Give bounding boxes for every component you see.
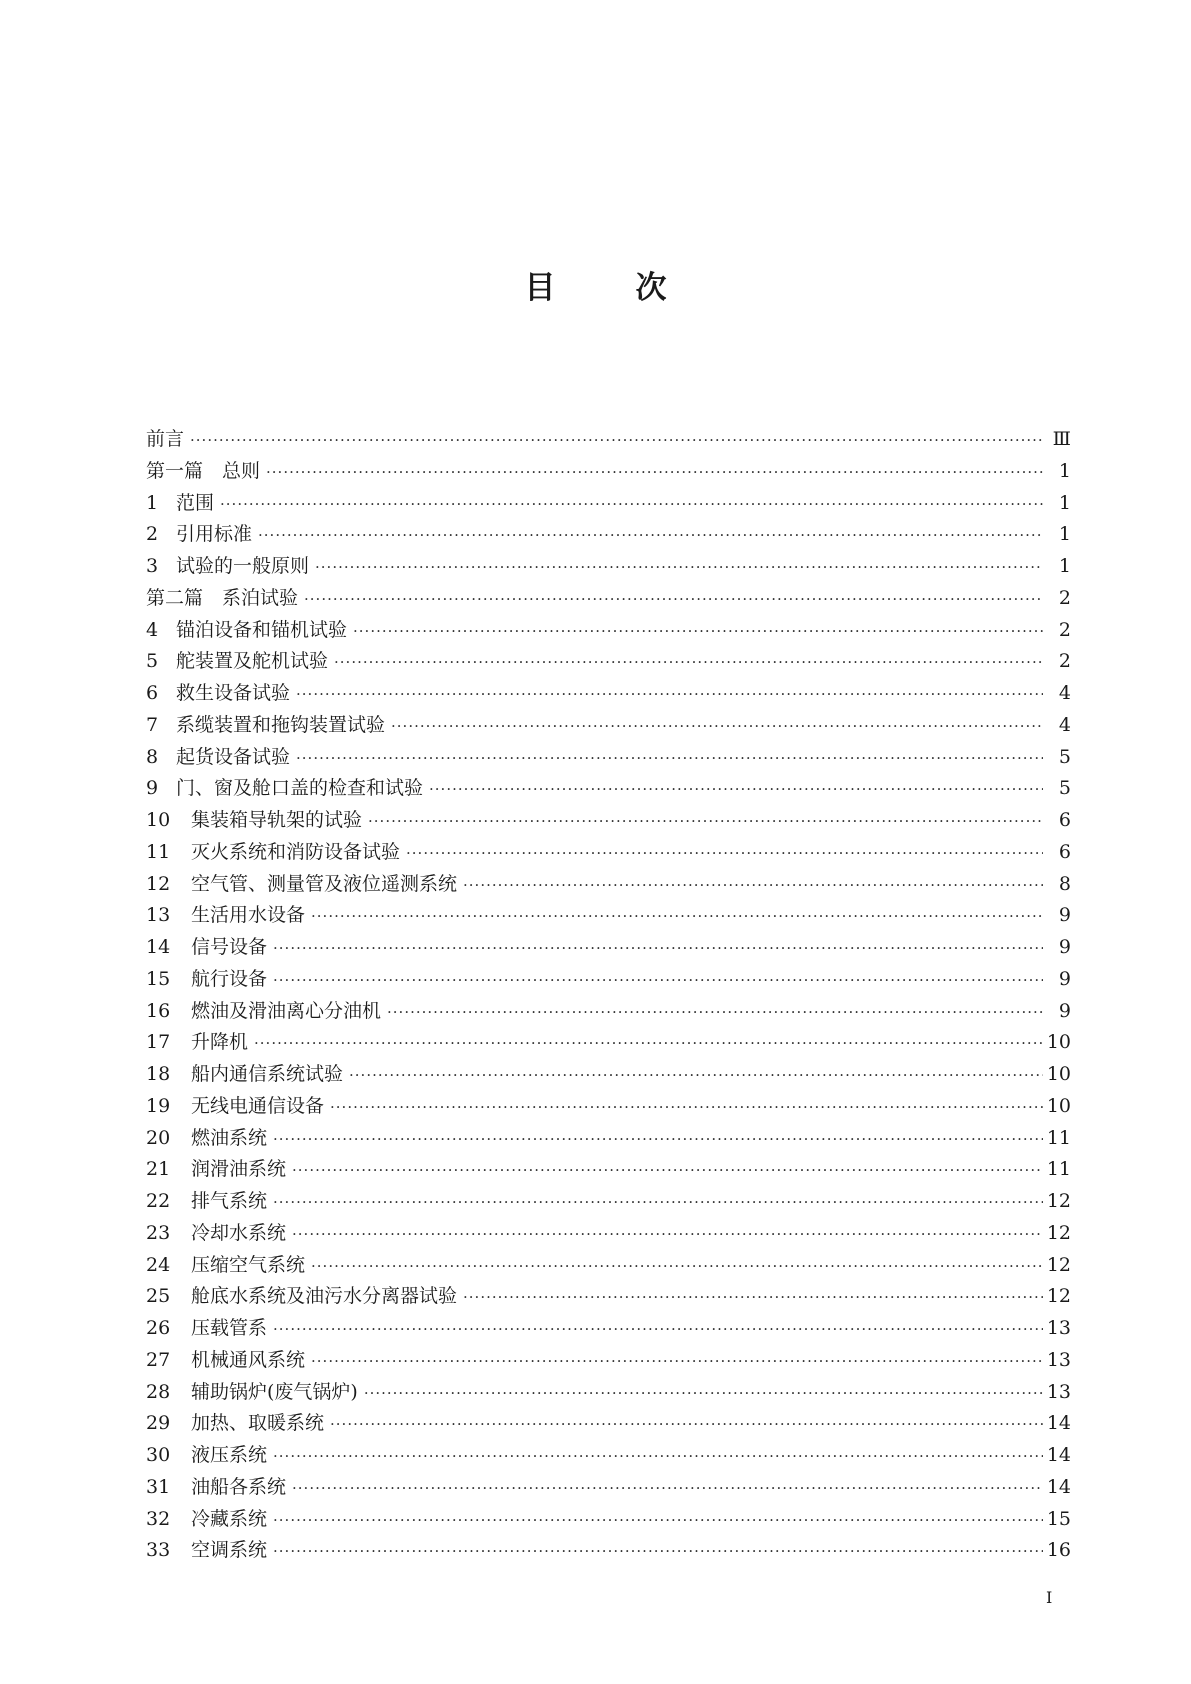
- toc-leader-dots: [273, 1511, 1043, 1529]
- toc-entry-page: 11: [1046, 1158, 1071, 1181]
- toc-entry-number: 8: [146, 745, 159, 768]
- toc-entry-number: 17: [146, 1031, 171, 1054]
- toc-entry-number: 26: [146, 1317, 171, 1339]
- toc-entry-number: 25: [146, 1285, 171, 1308]
- toc-entry-number: 7: [146, 713, 159, 736]
- toc-leader-dots: [273, 939, 1043, 957]
- toc-entry-number: 23: [146, 1221, 171, 1244]
- toc-leader-dots: [391, 717, 1043, 735]
- toc-entry-page: 12: [1046, 1285, 1071, 1308]
- toc-entry[interactable]: [146, 1472, 1071, 1504]
- toc-entry-label: 排气系统: [191, 1190, 268, 1212]
- toc-entry-number: 14: [146, 936, 171, 958]
- toc-entry-page: 4: [1058, 682, 1071, 704]
- toc-entry[interactable]: [146, 1123, 1071, 1155]
- toc-entry-number: 27: [146, 1348, 171, 1371]
- toc-entry[interactable]: [146, 678, 1071, 710]
- toc-leader-dots: [311, 1257, 1043, 1275]
- toc-entry[interactable]: [146, 710, 1071, 742]
- toc-entry[interactable]: [146, 1440, 1071, 1472]
- toc-entry[interactable]: [146, 869, 1071, 901]
- toc-entry[interactable]: [146, 932, 1071, 964]
- toc-entry[interactable]: [146, 1313, 1071, 1345]
- toc-leader-dots: [273, 1542, 1043, 1560]
- toc-entry[interactable]: [146, 646, 1071, 678]
- toc-leader-dots: [190, 431, 1043, 449]
- toc-entry-page: 12: [1046, 1221, 1071, 1244]
- toc-entry-label: 燃油及滑油离心分油机: [191, 999, 382, 1022]
- toc-entry[interactable]: [146, 1408, 1071, 1440]
- toc-entry-number: 4: [146, 618, 159, 641]
- toc-title-char-2: 次: [635, 270, 667, 306]
- toc-entry-label: 润滑油系统: [191, 1158, 287, 1181]
- toc-entry-label: 范围: [176, 491, 215, 514]
- toc-leader-dots: [349, 1066, 1043, 1084]
- toc-entry-label: 起货设备试验: [176, 745, 291, 768]
- toc-entry-label: 试验的一般原则: [176, 555, 310, 577]
- toc-entry-label: 冷藏系统: [191, 1507, 268, 1530]
- toc-entry-label: 前言: [146, 428, 185, 450]
- toc-entry-label: 引用标准: [176, 523, 253, 546]
- toc-entry-page: 2: [1058, 650, 1071, 673]
- toc-entry-number: 3: [146, 555, 159, 577]
- toc-entry[interactable]: [146, 488, 1071, 520]
- toc-entry-page: 2: [1058, 618, 1071, 641]
- toc-leader-dots: [292, 1225, 1043, 1243]
- toc-entry-number: 9: [146, 777, 159, 800]
- toc-entry-label: 空调系统: [191, 1539, 268, 1562]
- toc-leader-dots: [254, 1034, 1043, 1052]
- toc-entry[interactable]: [146, 1535, 1071, 1567]
- toc-entry-label: 机械通风系统: [191, 1348, 306, 1371]
- toc-entry[interactable]: [146, 1377, 1071, 1409]
- toc-entry[interactable]: [146, 615, 1071, 647]
- toc-entry[interactable]: [146, 996, 1071, 1028]
- toc-leader-dots: [311, 1352, 1043, 1370]
- toc-entry-number: 33: [146, 1539, 171, 1562]
- toc-entry-page: 5: [1058, 777, 1071, 800]
- toc-entry-page: 14: [1046, 1412, 1071, 1435]
- toc-entry-page: 1: [1058, 555, 1071, 577]
- toc-leader-dots: [315, 558, 1043, 576]
- toc-entry-label: 航行设备: [191, 967, 268, 990]
- toc-entry-label: 舱底水系统及油污水分离器试验: [191, 1285, 458, 1308]
- toc-entry-page: 1: [1058, 523, 1071, 546]
- toc-entry-number: 22: [146, 1190, 171, 1212]
- toc-leader-dots: [296, 749, 1043, 767]
- toc-entry[interactable]: [146, 1250, 1071, 1282]
- toc-entry-page: 2: [1058, 586, 1071, 609]
- toc-entry[interactable]: [146, 1504, 1071, 1536]
- toc-entry-page: 8: [1058, 872, 1071, 895]
- toc-entry[interactable]: [146, 1154, 1071, 1186]
- toc-leader-dots: [463, 876, 1043, 894]
- toc-entry[interactable]: [146, 1091, 1071, 1123]
- toc-entry-page: 6: [1058, 809, 1071, 831]
- toc-entry-page: 11: [1046, 1126, 1071, 1149]
- toc-leader-dots: [273, 1193, 1043, 1211]
- toc-entry-number: 32: [146, 1507, 171, 1530]
- toc-entry[interactable]: [146, 964, 1071, 996]
- toc-entry-page: 10: [1046, 1063, 1071, 1085]
- toc-entry-label: 救生设备试验: [176, 682, 291, 704]
- toc-leader-dots: [429, 780, 1043, 798]
- toc-entry-page: 16: [1046, 1539, 1071, 1562]
- toc-leader-dots: [406, 844, 1043, 862]
- toc-entry[interactable]: [146, 1027, 1071, 1059]
- toc-entry-label: 灭火系统和消防设备试验: [191, 840, 401, 863]
- toc-entry-number: 30: [146, 1444, 171, 1466]
- toc-entry-number: 12: [146, 872, 171, 895]
- toc-entry-page: 4: [1058, 713, 1071, 736]
- toc-entry-label: 船内通信系统试验: [191, 1063, 344, 1085]
- toc-entry-page: 10: [1046, 1094, 1071, 1117]
- toc-leader-dots: [273, 1130, 1043, 1148]
- toc-entry-label: 门、窗及舱口盖的检查和试验: [176, 777, 424, 800]
- toc-entry-label: 第一篇 总则: [146, 459, 261, 482]
- toc-entry-page: 15: [1046, 1507, 1071, 1530]
- toc-entry[interactable]: [146, 805, 1071, 837]
- toc-entry-number: 13: [146, 904, 171, 927]
- toc-entry-number: 10: [146, 809, 171, 831]
- toc-entry-page: Ⅲ: [1052, 428, 1071, 450]
- toc-entry-page: 14: [1046, 1475, 1071, 1498]
- toc-entry-number: 24: [146, 1253, 171, 1276]
- toc-entry-page: 14: [1046, 1444, 1071, 1466]
- toc-entry-label: 冷却水系统: [191, 1221, 287, 1244]
- toc-leader-dots: [387, 1003, 1043, 1021]
- toc-entry[interactable]: [146, 742, 1071, 774]
- toc-entry-label: 集装箱导轨架的试验: [191, 809, 363, 831]
- toc-entry-number: 19: [146, 1094, 171, 1117]
- toc-entry-page: 12: [1046, 1190, 1071, 1212]
- toc-entry[interactable]: [146, 1059, 1071, 1091]
- toc-entry-number: 18: [146, 1063, 171, 1085]
- toc-leader-dots: [304, 590, 1043, 608]
- toc-entry-page: 13: [1046, 1317, 1071, 1339]
- toc-entry-number: 15: [146, 967, 171, 990]
- toc-entry-number: 21: [146, 1158, 171, 1181]
- toc-leader-dots: [353, 622, 1043, 640]
- toc-leader-dots: [463, 1288, 1043, 1306]
- toc-entry-page: 13: [1046, 1348, 1071, 1371]
- toc-entry[interactable]: [146, 551, 1071, 583]
- toc-entry-page: 1: [1058, 491, 1071, 514]
- toc-entry-page: 9: [1058, 999, 1071, 1022]
- toc-entry-page: 10: [1046, 1031, 1071, 1054]
- toc-entry-number: 28: [146, 1380, 171, 1403]
- toc-leader-dots: [273, 971, 1043, 989]
- toc-leader-dots: [364, 1384, 1043, 1402]
- toc-entry-label: 压载管系: [191, 1317, 268, 1339]
- toc-leader-dots: [266, 463, 1043, 481]
- toc-entry[interactable]: [146, 1218, 1071, 1250]
- toc-entry[interactable]: [146, 424, 1071, 456]
- toc-entry-label: 油船各系统: [191, 1475, 287, 1498]
- toc-entry[interactable]: [146, 900, 1071, 932]
- toc-entry-page: 9: [1058, 904, 1071, 927]
- toc-entry-label: 压缩空气系统: [191, 1253, 306, 1276]
- toc-entry-number: 11: [146, 840, 171, 863]
- toc-title: [0, 262, 1191, 307]
- table-of-contents: [146, 424, 1071, 1567]
- toc-entry-page: 5: [1058, 745, 1071, 768]
- toc-leader-dots: [330, 1415, 1043, 1433]
- toc-entry-label: 无线电通信设备: [191, 1094, 325, 1117]
- toc-leader-dots: [368, 812, 1043, 830]
- toc-leader-dots: [273, 1320, 1043, 1338]
- toc-leader-dots: [273, 1447, 1043, 1465]
- toc-entry[interactable]: [146, 773, 1071, 805]
- toc-entry-number: 16: [146, 999, 171, 1022]
- toc-entry-page: 12: [1046, 1253, 1071, 1276]
- toc-entry-label: 信号设备: [191, 936, 268, 958]
- toc-leader-dots: [334, 653, 1043, 671]
- toc-entry[interactable]: [146, 837, 1071, 869]
- toc-entry-number: 1: [146, 491, 159, 514]
- toc-entry[interactable]: [146, 519, 1071, 551]
- toc-entry[interactable]: [146, 1281, 1071, 1313]
- toc-entry-label: 液压系统: [191, 1444, 268, 1466]
- toc-entry[interactable]: [146, 583, 1071, 615]
- toc-leader-dots: [220, 495, 1043, 513]
- toc-entry-label: 锚泊设备和锚机试验: [176, 618, 348, 641]
- toc-entry-number: 6: [146, 682, 159, 704]
- toc-entry-label: 加热、取暖系统: [191, 1412, 325, 1435]
- toc-entry-label: 舵装置及舵机试验: [176, 650, 329, 673]
- toc-entry-label: 升降机: [191, 1031, 249, 1054]
- toc-leader-dots: [330, 1098, 1043, 1116]
- toc-entry-number: 31: [146, 1475, 171, 1498]
- toc-entry-page: 1: [1058, 459, 1071, 482]
- page-number: I: [1046, 1588, 1053, 1607]
- toc-leader-dots: [296, 685, 1043, 703]
- toc-entry-number: 29: [146, 1412, 171, 1435]
- toc-entry[interactable]: [146, 456, 1071, 488]
- toc-entry[interactable]: [146, 1186, 1071, 1218]
- toc-entry-label: 生活用水设备: [191, 904, 306, 927]
- toc-leader-dots: [292, 1161, 1043, 1179]
- toc-entry-page: 9: [1058, 936, 1071, 958]
- toc-entry-label: 辅助锅炉(废气锅炉): [191, 1380, 358, 1403]
- toc-entry-number: 20: [146, 1126, 171, 1149]
- toc-entry[interactable]: [146, 1345, 1071, 1377]
- toc-entry-page: 6: [1058, 840, 1071, 863]
- toc-title-char-1: 目: [524, 270, 556, 306]
- toc-leader-dots: [292, 1479, 1043, 1497]
- toc-entry-number: 5: [146, 650, 159, 673]
- toc-entry-label: 燃油系统: [191, 1126, 268, 1149]
- toc-entry-label: 空气管、测量管及液位遥测系统: [191, 872, 458, 895]
- toc-leader-dots: [258, 526, 1043, 544]
- toc-entry-label: 第二篇 系泊试验: [146, 586, 299, 609]
- toc-entry-page: 13: [1046, 1380, 1071, 1403]
- toc-entry-page: 9: [1058, 967, 1071, 990]
- toc-entry-label: 系缆装置和拖钩装置试验: [176, 713, 386, 736]
- toc-entry-number: 2: [146, 523, 159, 546]
- toc-leader-dots: [311, 907, 1043, 925]
